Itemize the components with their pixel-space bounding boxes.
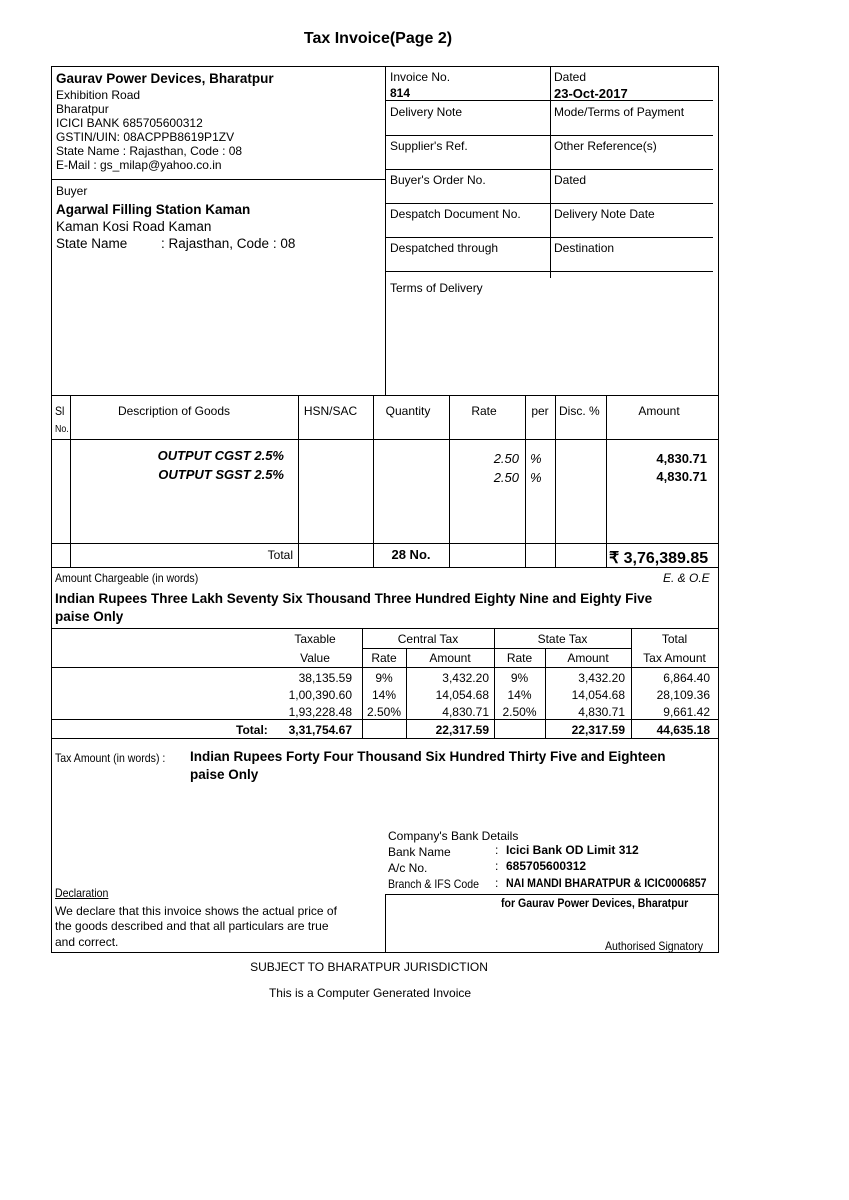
tax-header-central: Central Tax xyxy=(397,632,459,646)
col-header-quantity: Quantity xyxy=(385,404,431,418)
col-header-disc: Disc. % xyxy=(559,404,600,418)
total-quantity: 28 No. xyxy=(391,547,431,562)
item-rate: 2.50 xyxy=(493,451,519,466)
eoe-label: E. & O.E xyxy=(663,571,710,585)
buyer-name: Agarwal Filling Station Kaman xyxy=(56,202,251,217)
tax-c-amt: 3,432.20 xyxy=(442,671,489,685)
delivery-note-label: Delivery Note xyxy=(390,105,463,119)
seller-gstin: GSTIN/UIN: 08ACPPB8619P1ZV xyxy=(56,130,235,144)
tax-header-state: State Tax xyxy=(537,632,588,646)
invoice-no-label: Invoice No. xyxy=(390,70,451,84)
tax-c-rate: 2.50% xyxy=(366,705,402,719)
item-amount: 4,830.71 xyxy=(656,469,707,484)
bank-title: Company's Bank Details xyxy=(388,829,519,843)
page-title: Tax Invoice(Page 2) xyxy=(303,30,453,47)
tax-total: 6,864.40 xyxy=(663,671,710,685)
buyer-address: Kaman Kosi Road Kaman xyxy=(56,219,212,234)
tax-header-tax-amount: Tax Amount xyxy=(643,651,706,665)
tax-totals-c-amt: 22,317.59 xyxy=(435,723,489,737)
tax-header-s-rate: Rate xyxy=(506,651,533,665)
delivery-note-date-label: Delivery Note Date xyxy=(554,207,655,221)
ac-no: 685705600312 xyxy=(506,859,587,873)
other-refs-label: Other Reference(s) xyxy=(554,139,657,153)
tax-total: 28,109.36 xyxy=(656,688,710,702)
total-label: Total xyxy=(267,548,293,562)
tax-words-label: Tax Amount (in words) : xyxy=(55,751,166,765)
tax-totals-taxable: 3,31,754.67 xyxy=(288,723,352,737)
destination-label: Destination xyxy=(554,241,615,255)
mode-terms-label: Mode/Terms of Payment xyxy=(554,105,685,119)
tax-totals-total: 44,635.18 xyxy=(656,723,710,737)
bank-sep: : xyxy=(495,843,499,857)
despatched-through-label: Despatched through xyxy=(390,241,499,255)
despatch-doc-label: Despatch Document No. xyxy=(390,207,521,221)
tax-total: 9,661.42 xyxy=(663,705,710,719)
grand-total: ₹ 3,76,389.85 xyxy=(609,550,709,567)
amount-words-line2: paise Only xyxy=(55,609,124,624)
col-header-rate: Rate xyxy=(471,404,497,418)
invoice-date: 23-Oct-2017 xyxy=(554,86,628,101)
buyer-state-label: State Name xyxy=(56,236,128,251)
seller-line: ICICI BANK 685705600312 xyxy=(56,116,203,130)
tax-header-total: Total xyxy=(661,632,688,646)
seller-line: Exhibition Road xyxy=(56,88,141,102)
item-description: OUTPUT SGST 2.5% xyxy=(158,467,284,482)
tax-header-taxable: Taxable xyxy=(294,632,336,646)
tax-header-s-amount: Amount xyxy=(567,651,609,665)
buyer-label: Buyer xyxy=(56,184,88,198)
tax-header-c-rate: Rate xyxy=(371,651,397,665)
tax-words-line2: paise Only xyxy=(190,767,259,782)
tax-header-value: Value xyxy=(300,651,330,665)
tax-s-rate: 9% xyxy=(510,671,529,685)
tax-c-rate: 9% xyxy=(375,671,393,685)
seller-name: Gaurav Power Devices, Bharatpur xyxy=(56,71,274,86)
tax-totals-s-amt: 22,317.59 xyxy=(571,723,625,737)
tax-taxable: 1,00,390.60 xyxy=(288,688,352,702)
seller-state: State Name : Rajasthan, Code : 08 xyxy=(56,144,243,158)
item-amount: 4,830.71 xyxy=(656,451,707,466)
amount-words-line1: Indian Rupees Three Lakh Seventy Six Thousand Three Hundred Eighty Nine and Eighty Five xyxy=(55,591,653,606)
authorised-signatory: Authorised Signatory xyxy=(605,939,704,953)
col-header-description: Description of Goods xyxy=(117,404,231,418)
buyer-state-value: : Rajasthan, Code : 08 xyxy=(161,236,296,251)
declaration-line: and correct. xyxy=(55,935,119,949)
branch-sep: : xyxy=(495,876,499,890)
tax-c-rate: 14% xyxy=(371,688,397,702)
invoice-no: 814 xyxy=(390,86,411,100)
tax-taxable: 38,135.59 xyxy=(298,671,352,685)
declaration-line: We declare that this invoice shows the actual price of xyxy=(55,904,337,918)
col-header-no: No. xyxy=(55,424,69,435)
tax-header-c-amount: Amount xyxy=(429,651,471,665)
seller-line: Bharatpur xyxy=(56,102,109,116)
suppliers-ref-label: Supplier's Ref. xyxy=(390,139,468,153)
seller-email: E-Mail : gs_milap@yahoo.co.in xyxy=(56,158,222,172)
item-per: % xyxy=(530,470,542,485)
dated-label: Dated xyxy=(554,70,587,84)
buyers-order-label: Buyer's Order No. xyxy=(390,173,486,187)
computer-generated-note: This is a Computer Generated Invoice xyxy=(268,986,472,1000)
tax-s-rate: 2.50% xyxy=(502,705,537,719)
col-header-per: per xyxy=(531,404,549,418)
amount-words-label: Amount Chargeable (in words) xyxy=(55,571,199,585)
declaration-title: Declaration xyxy=(55,886,109,900)
ac-sep: : xyxy=(495,859,499,873)
declaration-line: the goods described and that all particulars are true xyxy=(55,919,329,933)
tax-c-amt: 14,054.68 xyxy=(435,688,489,702)
branch-ifs: NAI MANDI BHARATPUR & ICIC0006857 xyxy=(506,876,707,890)
signatory-for: for Gaurav Power Devices, Bharatpur xyxy=(501,896,689,910)
tax-words-line1: Indian Rupees Forty Four Thousand Six Hundred Thirty Five and Eighteen xyxy=(190,749,666,764)
tax-taxable: 1,93,228.48 xyxy=(288,705,352,719)
item-rate: 2.50 xyxy=(493,470,519,485)
seller-block xyxy=(56,71,274,172)
col-header-hsn: HSN/SAC xyxy=(303,404,358,418)
terms-of-delivery-label: Terms of Delivery xyxy=(390,281,483,295)
tax-s-amt: 3,432.20 xyxy=(578,671,625,685)
dated2-label: Dated xyxy=(554,173,587,187)
tax-c-amt: 4,830.71 xyxy=(442,705,489,719)
col-header-sl: Sl xyxy=(55,404,65,418)
bank-name: Icici Bank OD Limit 312 xyxy=(506,843,639,857)
tax-s-amt: 4,830.71 xyxy=(578,705,625,719)
tax-totals-label: Total: xyxy=(236,723,268,737)
item-description: OUTPUT CGST 2.5% xyxy=(157,448,284,463)
item-per: % xyxy=(530,451,542,466)
tax-s-amt: 14,054.68 xyxy=(571,688,625,702)
bank-name-label: Bank Name xyxy=(388,845,451,859)
jurisdiction-note: SUBJECT TO BHARATPUR JURISDICTION xyxy=(250,960,488,974)
ac-no-label: A/c No. xyxy=(388,861,428,875)
tax-s-rate: 14% xyxy=(507,688,532,702)
col-header-amount: Amount xyxy=(638,404,680,418)
branch-label: Branch & IFS Code xyxy=(388,877,479,891)
